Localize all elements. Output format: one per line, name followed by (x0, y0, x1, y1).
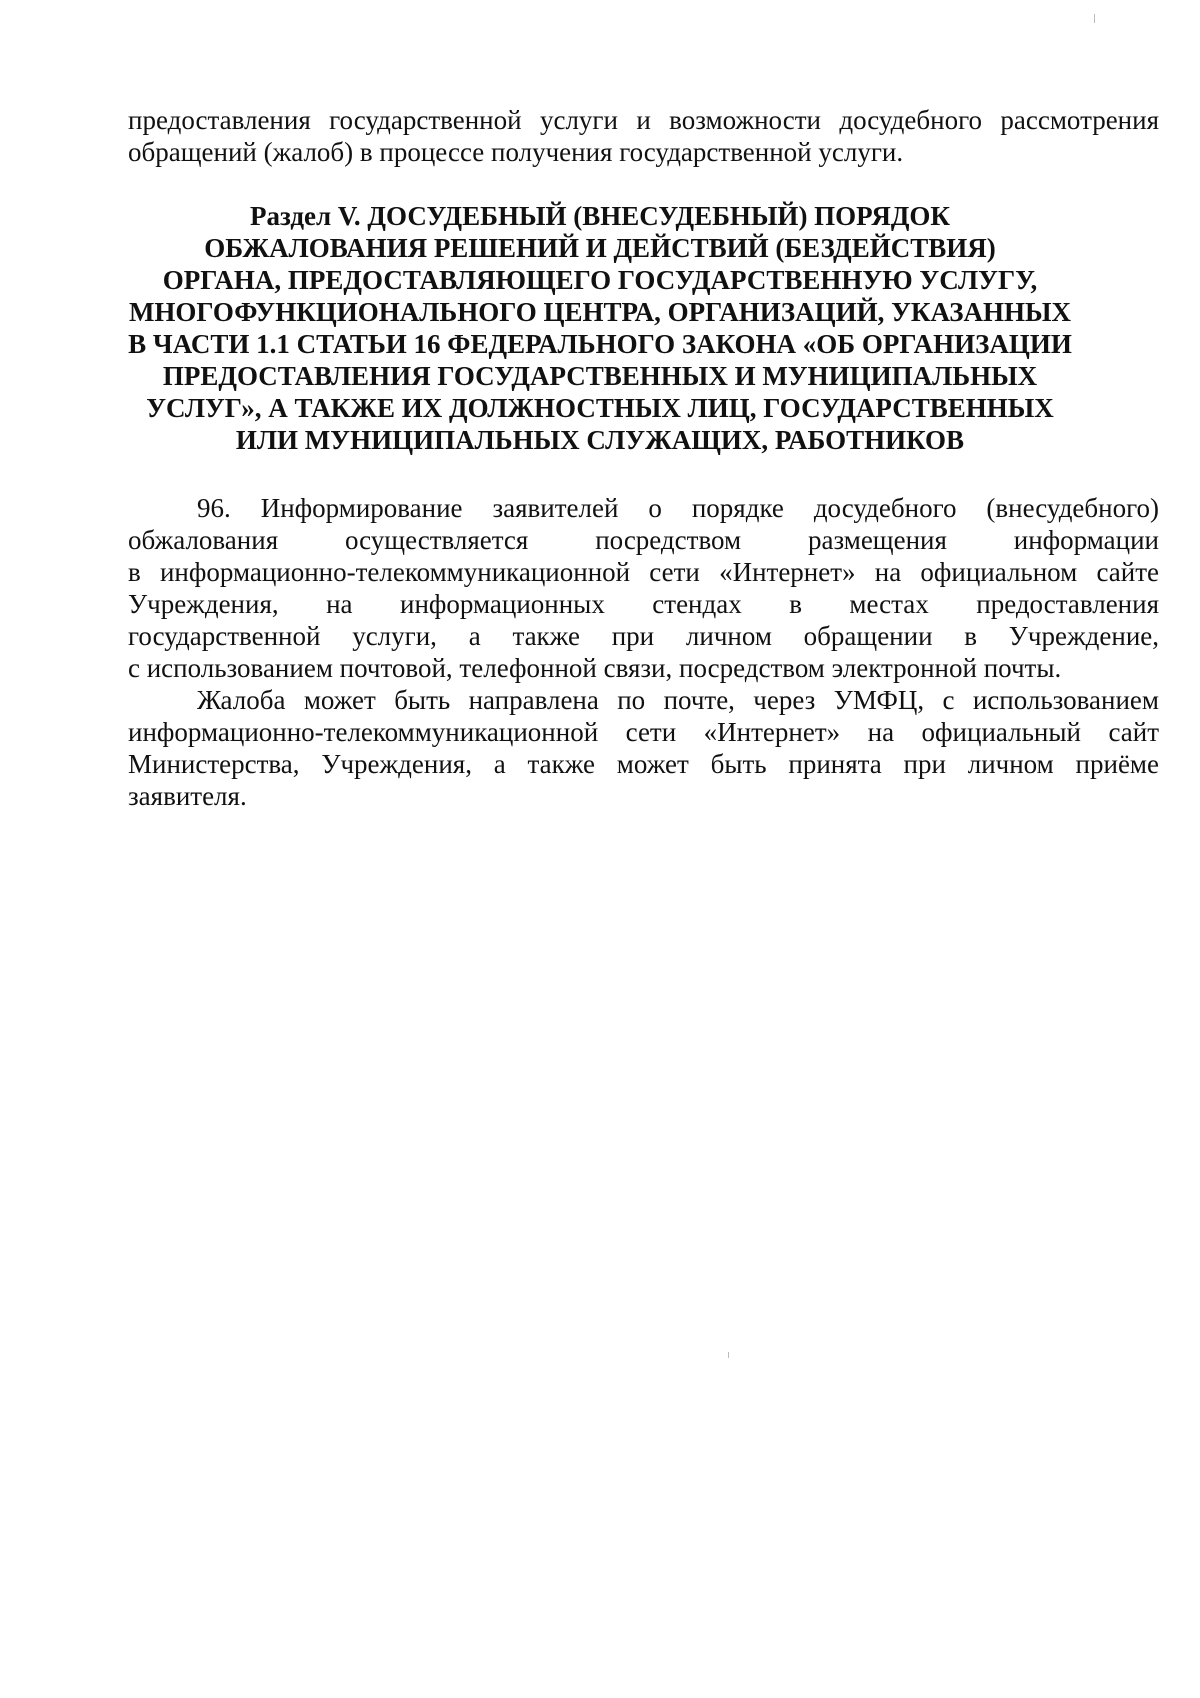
paragraph-line: 96. Информирование заявителей о порядке досудебного (внесудебного) (197, 493, 1159, 523)
paragraph-line: заявителя. (128, 781, 247, 811)
paragraph-line: обжалования осуществляется посредством размещения информации (128, 525, 1159, 555)
paragraph-line: государственной услуги, а также при личном обращении в Учреждение, (128, 621, 1159, 651)
paragraph-96 (128, 492, 1159, 684)
paragraph-line: Министерства, Учреждения, а также может быть принята при личном приёме (128, 749, 1159, 779)
intro-line: обращений (жалоб) в процессе получения государственной услуги. (128, 137, 904, 167)
heading-line: Раздел V. ДОСУДЕБНЫЙ (ВНЕСУДЕБНЫЙ) ПОРЯДОК (250, 201, 950, 231)
heading-line: В ЧАСТИ 1.1 СТАТЬИ 16 ФЕДЕРАЛЬНОГО ЗАКОНА «ОБ ОРГАНИЗАЦИИ (128, 329, 1072, 359)
paragraph-line: в информационно-телекоммуникационной сети «Интернет» на официальном сайте (128, 557, 1159, 587)
scan-speck (728, 1352, 729, 1358)
intro-line: предоставления государственной услуги и возможности досудебного рассмотрения (128, 105, 1159, 135)
heading-line: УСЛУГ», А ТАКЖЕ ИХ ДОЛЖНОСТНЫХ ЛИЦ, ГОСУДАРСТВЕННЫХ (146, 393, 1054, 423)
intro-paragraph (128, 104, 1159, 168)
paragraph-complaint (128, 684, 1159, 812)
paragraph-line: Жалоба может быть направлена по почте, через УМФЦ, с использованием (197, 685, 1159, 715)
paragraph-line: Учреждения, на информационных стендах в местах предоставления (128, 589, 1159, 619)
scan-speck (1094, 14, 1095, 23)
heading-line: ОРГАНА, ПРЕДОСТАВЛЯЮЩЕГО ГОСУДАРСТВЕННУЮ УСЛУГУ, (162, 265, 1038, 295)
heading-line: МНОГОФУНКЦИОНАЛЬНОГО ЦЕНТРА, ОРГАНИЗАЦИЙ, УКАЗАННЫХ (128, 297, 1072, 327)
heading-line: ПРЕДОСТАВЛЕНИЯ ГОСУДАРСТВЕННЫХ И МУНИЦИПАЛЬНЫХ (162, 361, 1038, 391)
paragraph-line: с использованием почтовой, телефонной связи, посредством электронной почты. (128, 653, 1062, 683)
heading-line: ОБЖАЛОВАНИЯ РЕШЕНИЙ И ДЕЙСТВИЙ (БЕЗДЕЙСТВИЯ) (204, 233, 996, 263)
paragraph-line: информационно-телекоммуникационной сети «Интернет» на официальный сайт (128, 717, 1159, 747)
heading-line: ИЛИ МУНИЦИПАЛЬНЫХ СЛУЖАЩИХ, РАБОТНИКОВ (235, 425, 965, 455)
section-heading (100, 200, 1100, 456)
